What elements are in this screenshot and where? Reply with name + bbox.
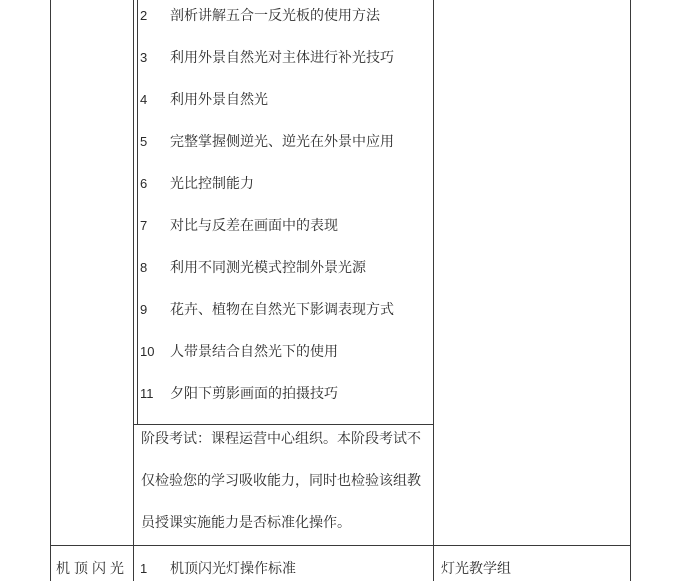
section-title: 机顶闪光: [56, 561, 128, 577]
column-divider-1: [133, 0, 134, 581]
lesson-number: 3: [140, 50, 148, 65]
lesson-item: [137, 88, 433, 112]
lesson-item: [137, 340, 433, 364]
lesson-title: 完整掌握侧逆光、逆光在外景中应用: [170, 134, 394, 150]
lesson-number: 7: [140, 218, 148, 233]
lesson-item: [137, 557, 433, 581]
lesson-title: 花卉、植物在自然光下影调表现方式: [170, 302, 394, 318]
lesson-title: 利用外景自然光: [170, 92, 268, 108]
lesson-title: 机顶闪光灯操作标准: [170, 561, 296, 577]
lesson-item: [137, 46, 433, 70]
lesson-list-bottom-border: [133, 424, 434, 425]
exam-description-line: 仅检验您的学习吸收能力，同时也检验该组教: [141, 473, 421, 489]
lesson-title: 夕阳下剪影画面的拍摄技巧: [170, 386, 338, 402]
lesson-number: 4: [140, 92, 148, 107]
lesson-number: 8: [140, 260, 148, 275]
lesson-number: 1: [140, 561, 148, 576]
lesson-item: [137, 298, 433, 322]
lesson-title: 剖析讲解五合一反光板的使用方法: [170, 8, 380, 24]
lesson-title: 利用不同测光模式控制外景光源: [170, 260, 366, 276]
lesson-title: 利用外景自然光对主体进行补光技巧: [170, 50, 394, 66]
lesson-number: 10: [140, 344, 155, 359]
lesson-number: 5: [140, 134, 148, 149]
lesson-item: [137, 214, 433, 238]
exam-description-line: 阶段考试：课程运营中心组织。本阶段考试不: [141, 431, 421, 447]
lesson-item: [137, 382, 433, 406]
lesson-number: 9: [140, 302, 148, 317]
lesson-title: 人带景结合自然光下的使用: [170, 344, 338, 360]
lesson-title: 对比与反差在画面中的表现: [170, 218, 338, 234]
teaching-team: 灯光教学组: [441, 561, 511, 577]
lesson-item: [137, 130, 433, 154]
lesson-item: [137, 256, 433, 280]
table-left-border: [50, 0, 51, 581]
lesson-title: 光比控制能力: [170, 176, 254, 192]
lesson-item: [137, 4, 433, 28]
column-divider-2: [433, 0, 434, 581]
lesson-item: [137, 172, 433, 196]
lesson-number: 2: [140, 8, 148, 23]
lesson-number: 6: [140, 176, 148, 191]
lesson-number: 11: [140, 386, 154, 401]
exam-description-line: 员授课实施能力是否标准化操作。: [141, 515, 351, 531]
table-right-border: [630, 0, 631, 581]
section-divider: [50, 545, 631, 546]
